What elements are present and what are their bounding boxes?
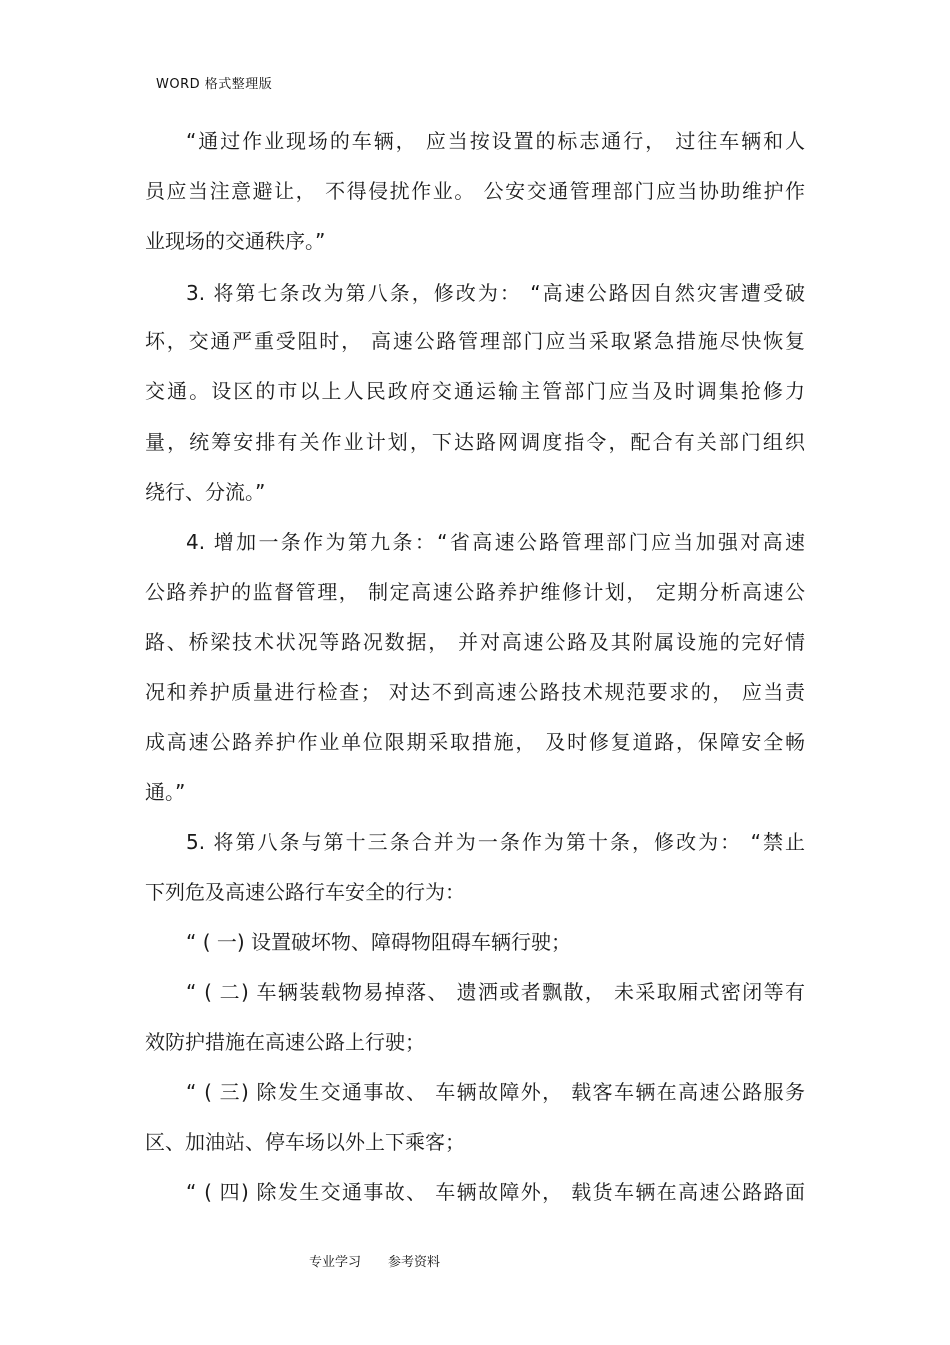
text-line: 量，统筹安排有关作业计划，下达路网调度指令，配合有关部门组织 — [145, 430, 805, 454]
text-line: 业现场的交通秩序。” — [145, 229, 326, 253]
text-line: 5. 将第八条与第十三条合并为一条作为第十条，修改为： “禁止 — [186, 830, 805, 854]
page-header: WORD 格式整理版 — [156, 77, 273, 92]
footer-right-label: 参考资料 — [388, 1255, 441, 1270]
text-line: 3. 将第七条改为第八条，修改为： “高速公路因自然灾害遭受破 — [186, 281, 805, 305]
text-line: 公路养护的监督管理， 制定高速公路养护维修计划， 定期分析高速公 — [145, 580, 805, 604]
text-line: “ ( 二) 车辆装载物易掉落、 遗洒或者飘散， 未采取厢式密闭等有 — [186, 980, 805, 1004]
text-line: “ ( 三) 除发生交通事故、 车辆故障外， 载客车辆在高速公路服务 — [186, 1080, 805, 1104]
text-line: 4. 增加一条作为第九条：“省高速公路管理部门应当加强对高速 — [186, 530, 805, 554]
text-line: “ ( 一) 设置破坏物、障碍物阻碍车辆行驶； — [186, 930, 572, 954]
text-line: 坏，交通严重受阻时， 高速公路管理部门应当采取紧急措施尽快恢复 — [145, 329, 805, 353]
text-line: 路、桥梁技术状况等路况数据， 并对高速公路及其附属设施的完好情 — [145, 630, 805, 654]
text-line: 下列危及高速公路行车安全的行为： — [145, 880, 465, 904]
page-footer — [309, 1251, 440, 1270]
text-line: 交通。设区的市以上人民政府交通运输主管部门应当及时调集抢修力 — [145, 379, 805, 403]
text-line: “通过作业现场的车辆， 应当按设置的标志通行， 过往车辆和人 — [186, 129, 805, 153]
text-line: 效防护措施在高速公路上行驶； — [145, 1030, 425, 1054]
text-line: 况和养护质量进行检查； 对达不到高速公路技术规范要求的， 应当责 — [145, 680, 805, 704]
text-line: 通。” — [145, 780, 186, 804]
text-line: 成高速公路养护作业单位限期采取措施， 及时修复道路，保障安全畅 — [145, 730, 805, 754]
footer-left-label: 专业学习 — [309, 1255, 362, 1270]
text-line: 区、加油站、停车场以外上下乘客； — [145, 1130, 465, 1154]
text-line: 绕行、分流。” — [145, 480, 266, 504]
text-line: “ ( 四) 除发生交通事故、 车辆故障外， 载货车辆在高速公路路面 — [186, 1180, 805, 1204]
text-line: 员应当注意避让， 不得侵扰作业。 公安交通管理部门应当协助维护作 — [145, 179, 805, 203]
